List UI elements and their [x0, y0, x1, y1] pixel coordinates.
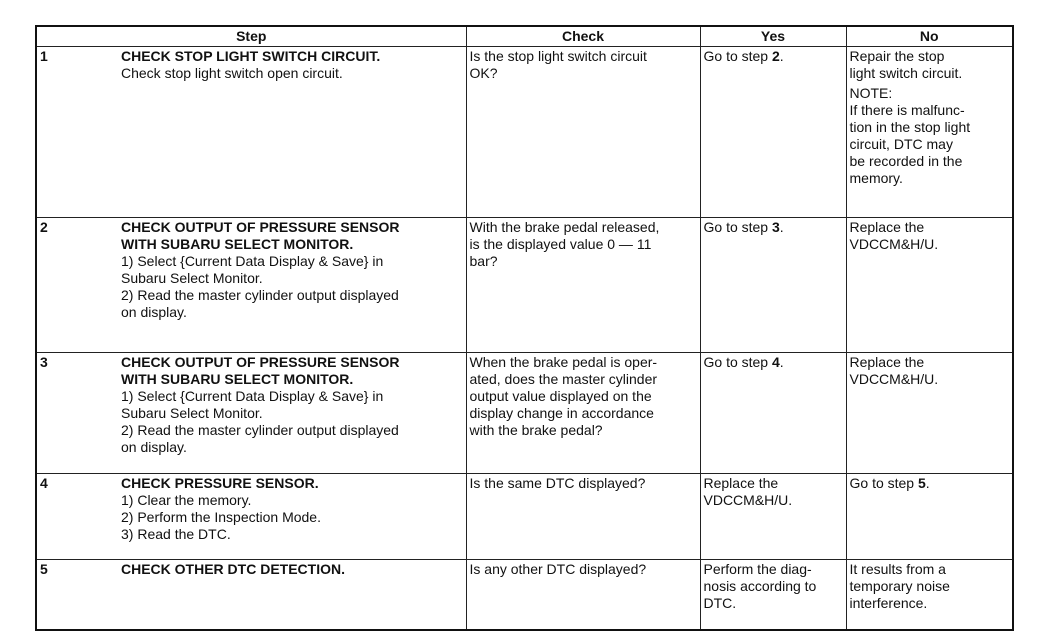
- diagnostic-procedure-table: [35, 25, 1014, 631]
- yes-cell: [700, 47, 846, 218]
- step-cell: [118, 353, 466, 474]
- header-check: Check: [466, 26, 700, 47]
- step-title: CHECK OTHER DTC DETECTION.: [121, 561, 345, 577]
- table-row: [36, 218, 1013, 353]
- step-body: 1) Select {Current Data Display & Save} in Subaru Select Monitor. 2) Read the master cylinder output displayed on display.: [121, 388, 399, 455]
- no-cell: Replace the VDCCM&H/U.: [846, 218, 1013, 353]
- table-row: [36, 47, 1013, 218]
- header-no: No: [846, 26, 1013, 47]
- table-row: [36, 353, 1013, 474]
- step-cell: [118, 560, 466, 630]
- check-cell: Is any other DTC displayed?: [466, 560, 700, 630]
- step-title: CHECK OUTPUT OF PRESSURE SENSOR WITH SUBARU SELECT MONITOR.: [121, 219, 400, 252]
- step-body: Check stop light switch open circuit.: [121, 65, 343, 81]
- header-yes: Yes: [700, 26, 846, 47]
- yes-cell: Perform the diag- nosis according to DTC.: [700, 560, 846, 630]
- check-cell: When the brake pedal is oper- ated, does the master cylinder output value displayed on the display change in accordance with the brake pedal?: [466, 353, 700, 474]
- yes-suffix: .: [779, 354, 784, 370]
- step-number: 3: [36, 353, 118, 474]
- yes-text: Go to step: [703, 354, 772, 370]
- no-cell: [846, 474, 1013, 560]
- step-body: 1) Clear the memory. 2) Perform the Inspection Mode. 3) Read the DTC.: [121, 492, 321, 542]
- step-title: CHECK PRESSURE SENSOR.: [121, 475, 319, 491]
- no-step-link[interactable]: 5: [917, 475, 926, 491]
- step-cell: [118, 474, 466, 560]
- step-cell: [118, 47, 466, 218]
- note-text: If there is malfunc- tion in the stop light circuit, DTC may be recorded in the memory.: [849, 102, 971, 186]
- step-body: 1) Select {Current Data Display & Save} in Subaru Select Monitor. 2) Read the master cylinder output displayed on display.: [121, 253, 399, 320]
- yes-cell: [700, 218, 846, 353]
- header-row: [36, 26, 1013, 47]
- yes-text: Go to step: [703, 48, 772, 64]
- header-step: Step: [36, 26, 466, 47]
- yes-text: Go to step: [703, 219, 772, 235]
- yes-suffix: .: [779, 219, 784, 235]
- step-number: 2: [36, 218, 118, 353]
- no-cell: It results from a temporary noise interference.: [846, 560, 1013, 630]
- step-number: 5: [36, 560, 118, 630]
- check-cell: With the brake pedal released, is the displayed value 0 — 11 bar?: [466, 218, 700, 353]
- yes-suffix: .: [779, 48, 784, 64]
- note-label: NOTE:: [849, 85, 893, 101]
- step-title: CHECK OUTPUT OF PRESSURE SENSOR WITH SUBARU SELECT MONITOR.: [121, 354, 400, 387]
- yes-step-link[interactable]: 2: [771, 48, 780, 64]
- check-cell: Is the stop light switch circuit OK?: [466, 47, 700, 218]
- no-text: Repair the stop light switch circuit.: [849, 48, 963, 81]
- yes-step-link[interactable]: 3: [771, 219, 780, 235]
- no-cell: Replace the VDCCM&H/U.: [846, 353, 1013, 474]
- yes-cell: Replace the VDCCM&H/U.: [700, 474, 846, 560]
- step-number: 1: [36, 47, 118, 218]
- step-cell: [118, 218, 466, 353]
- table-row: [36, 560, 1013, 630]
- no-suffix: .: [925, 475, 930, 491]
- step-title: CHECK STOP LIGHT SWITCH CIRCUIT.: [121, 48, 381, 64]
- no-cell: [846, 47, 1013, 218]
- yes-cell: [700, 353, 846, 474]
- no-text: Go to step: [849, 475, 918, 491]
- table-row: [36, 474, 1013, 560]
- step-number: 4: [36, 474, 118, 560]
- check-cell: Is the same DTC displayed?: [466, 474, 700, 560]
- yes-step-link[interactable]: 4: [771, 354, 780, 370]
